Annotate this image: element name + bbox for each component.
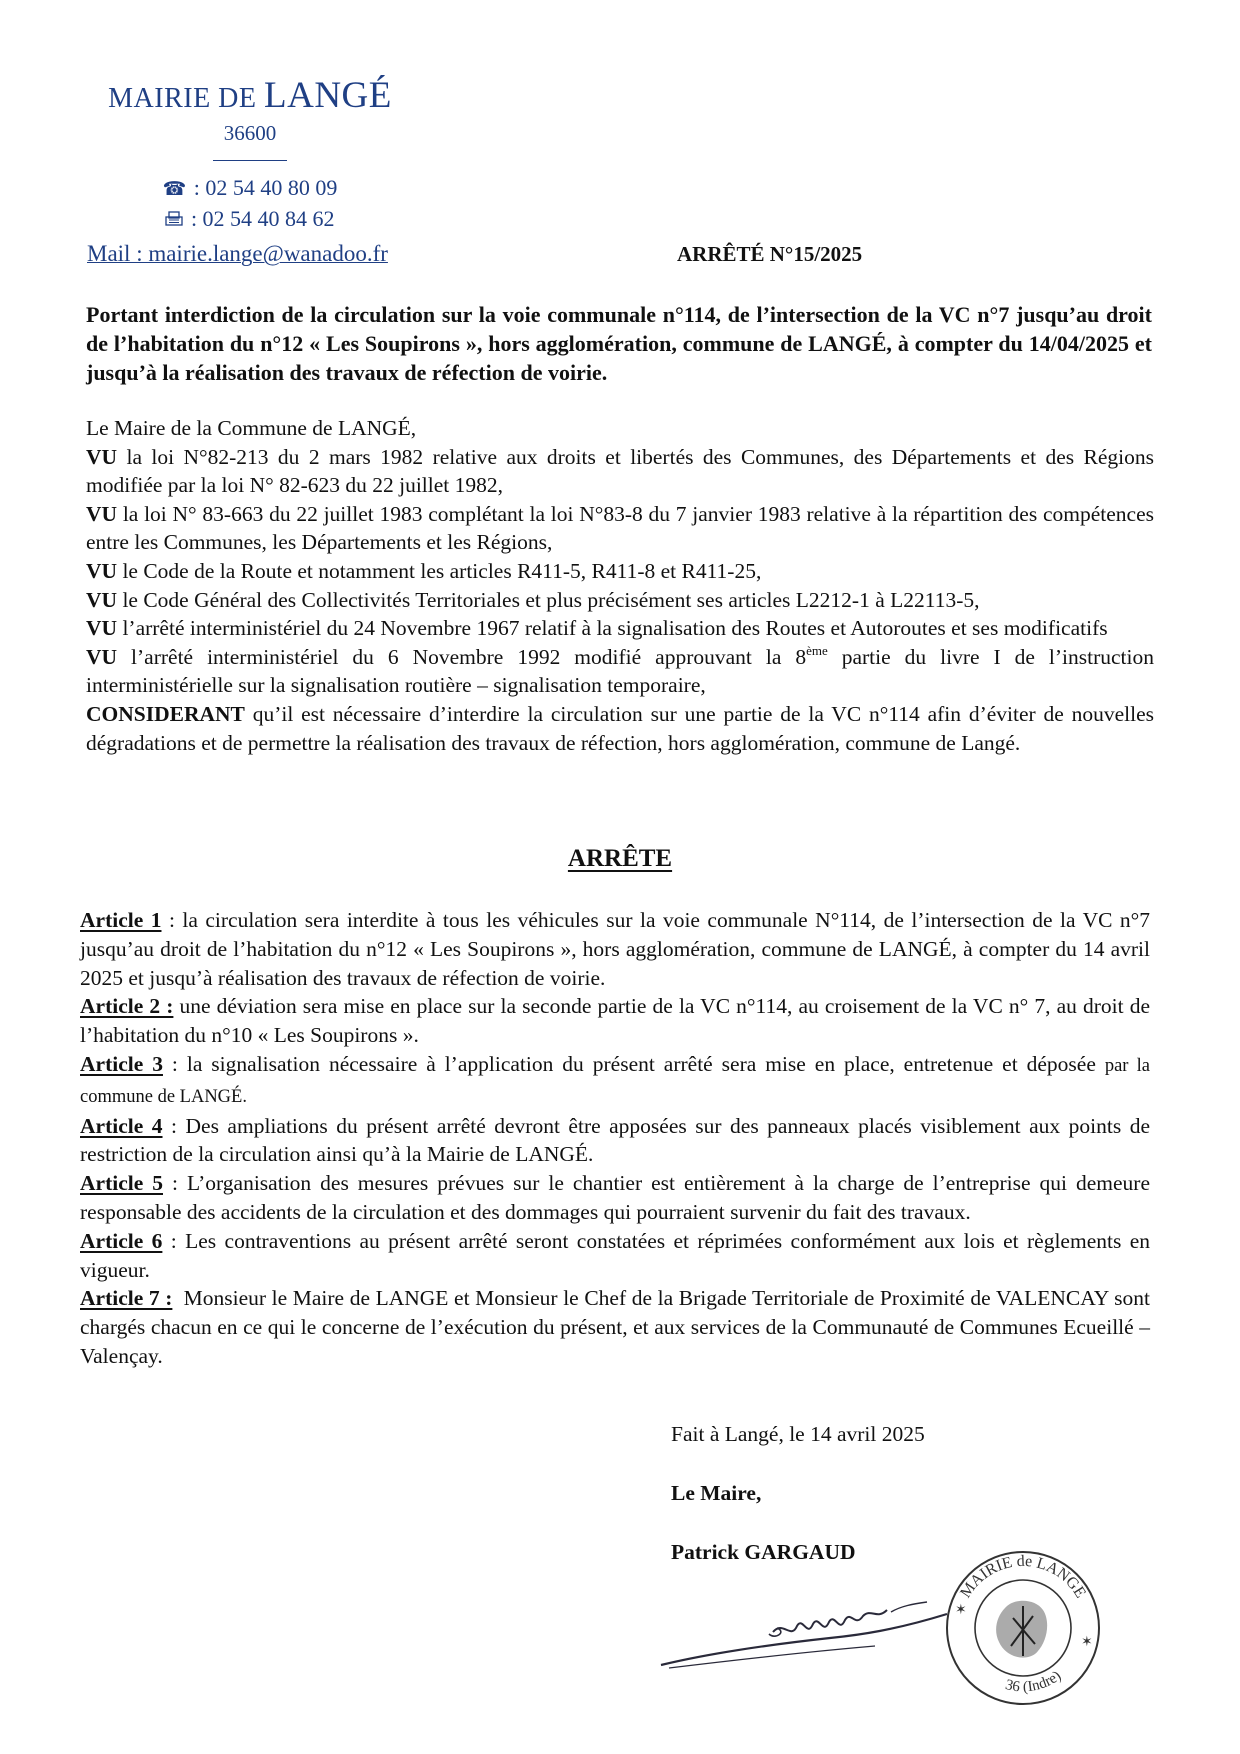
vu-item [86, 614, 1154, 643]
article-text: Des ampliations du présent arrêté devront être apposées sur des panneaux placés visiblement aux points de restriction de la circulation ainsi qu’à la Mairie de LANGÉ. [80, 1113, 1150, 1167]
preamble [86, 414, 1154, 757]
svg-text:36 (Indre): 36 (Indre) [1003, 1668, 1065, 1696]
vu-label: VU [86, 644, 118, 669]
vu-text: partie du livre I de l’instruction interministérielle sur la signalisation routière – signalisation temporaire, [86, 644, 1154, 698]
considerant-item [86, 700, 1154, 757]
article-label: Article 2 : [80, 994, 174, 1019]
article-label: Article 5 [80, 1171, 163, 1196]
arrete-heading: ARRÊTE [567, 845, 673, 872]
fax-number: : 02 54 40 84 62 [185, 206, 335, 231]
article-text: la signalisation nécessaire à l’application du présent arrêté sera mise en place, entretenue et déposée [186, 1051, 1105, 1076]
letterhead-divider [213, 160, 287, 161]
article-label: Article 3 [80, 1051, 163, 1076]
phone-icon: ☎ [162, 179, 187, 200]
vu-text: la loi N°82-213 du 2 mars 1982 relative aux droits et libertés des Communes, des Départements et des Régions modifiée par la loi N° 82-623 du 22 juillet 1982, [86, 444, 1154, 498]
vu-text: la loi N° 83-663 du 22 juillet 1983 complétant la loi N°83-8 du 7 janvier 1983 relative à la répartition des compétences entre les Communes, les Départements et les Régions, [86, 501, 1154, 555]
article-text: la circulation sera interdite à tous les véhicules sur la voie communale N°114, de l’intersection de la VC n°7 jusqu’au droit de l’habitation du n°12 « Les Soupirons », hors agglomération, commune de LANGÉ, à compter du 14 avril 2025 et jusqu’à réalisation des travaux de réfection de voirie. [80, 908, 1151, 990]
considerant-label: CONSIDERANT [86, 701, 245, 726]
vu-label: VU [86, 558, 118, 583]
commune-name: LANGÉ [264, 75, 392, 116]
article-label: Article 7 : [80, 1286, 173, 1311]
article-7 [80, 1284, 1150, 1370]
mairie-name [60, 75, 440, 117]
vu-item [86, 500, 1154, 557]
handwritten-signature [655, 1580, 955, 1690]
subject-paragraph: Portant interdiction de la circulation sur la voie communale n°114, de l’intersection de la VC n°7 jusqu’au droit de l’habitation du n°12 « Les Soupirons », hors agglomération, commune de LANGÉ, à compter du 14/04/2025 et jusqu’à la réalisation des travaux de réfection de voirie. [86, 302, 1152, 385]
vu-text: l’arrêté interministériel du 6 Novembre 1992 modifié approuvant la 8 [117, 644, 807, 669]
article-text: L’organisation des mesures prévues sur le chantier est entièrement à la charge de l’entreprise qui demeure responsable des accidents de la circulation et des dommages qui pourraient survenir du fait des travaux. [80, 1171, 1150, 1224]
vu-item [86, 443, 1154, 500]
vu-text: le Code de la Route et notamment les articles R411-5, R411-8 et R411-25, [117, 558, 762, 583]
article-text: Les contraventions au présent arrêté seront constatées et réprimées conformément aux lois et règlements en vigueur. [80, 1228, 1150, 1282]
vu-text: l’arrêté interministériel du 24 Novembre 1967 relatif à la signalisation des Routes et Autoroutes et ses modificatifs [117, 616, 1108, 641]
svg-text:✶: ✶ [1081, 1635, 1093, 1650]
mail-link[interactable]: Mail : mairie.lange@wanadoo.fr [87, 241, 388, 266]
article-label: Article 6 [80, 1228, 163, 1253]
vu-label: VU [86, 501, 118, 526]
fax-icon [165, 206, 183, 235]
signatory-name: Patrick GARGAUD [671, 1540, 856, 1564]
svg-text:MAIRIE de LANGE: MAIRIE de LANGE [957, 1552, 1089, 1602]
vu-item [86, 557, 1154, 586]
svg-text:✶: ✶ [955, 1603, 967, 1618]
article-3: Article 3 : la signalisation nécessaire à l’application du présent arrêté sera mise en place, entretenue et déposée par la commune de LANGÉ. [80, 1051, 1150, 1107]
article-6: Article 6 : Les contraventions au présent arrêté seront constatées et réprimées conformément aux lois et règlements en vigueur. [80, 1228, 1150, 1282]
article-2 [80, 992, 1150, 1050]
place-date: Fait à Langé, le 14 avril 2025 [671, 1422, 925, 1446]
vu-text: le Code Général des Collectivités Territoriales et plus précisément ses articles L2212-1 à L22113-5, [117, 587, 980, 612]
mairie-prefix: MAIRIE DE [108, 83, 257, 114]
article-1: Article 1 : la circulation sera interdite à tous les véhicules sur la voie communale N°114, de l’intersection de la VC n°7 jusqu’au droit de l’habitation du n°12 « Les Soupirons », hors agglomération, commune de LANGÉ, à compter du 14 avril 2025 et jusqu’à réalisation des travaux de réfection de voirie. [80, 908, 1151, 990]
phone-number: : 02 54 40 80 09 [188, 175, 338, 200]
preamble-intro: Le Maire de la Commune de LANGÉ, [86, 416, 417, 440]
article-label: Article 1 [80, 908, 162, 932]
vu-label: VU [86, 444, 118, 469]
fax-line [60, 204, 440, 235]
vu-label: VU [86, 616, 118, 641]
signatory-title: Le Maire, [671, 1481, 762, 1505]
postal-code: 36600 [223, 121, 277, 145]
vu-item [86, 586, 1154, 615]
article-label: Article 4 [80, 1113, 163, 1138]
arrete-number: ARRÊTÉ N°15/2025 [677, 242, 863, 266]
article-5: Article 5 : L’organisation des mesures prévues sur le chantier est entièrement à la charge de l’entreprise qui demeure responsable des accidents de la circulation et des dommages qui pourraient survenir du fait des travaux. [80, 1171, 1150, 1224]
considerant-text: qu’il est nécessaire d’interdire la circulation sur une partie de la VC n°114 afin d’éviter de nouvelles dégradations et de permettre la réalisation des travaux de réfection, hors agglomération, commune de Langé. [86, 701, 1154, 755]
mairie-stamp [943, 1548, 1103, 1708]
article-text-small: par la commune de LANGÉ. [80, 1055, 1150, 1107]
articles [80, 906, 1150, 1371]
vu-label: VU [86, 587, 118, 612]
phone-line [60, 173, 440, 204]
article-4: Article 4 : Des ampliations du présent arrêté devront être apposées sur des panneaux placés visiblement aux points de restriction de la circulation ainsi qu’à la Mairie de LANGÉ. [80, 1113, 1150, 1167]
article-text: une déviation sera mise en place sur la seconde partie de la VC n°114, au croisement de la VC n° 7, au droit de l’habitation du n°10 « Les Soupirons ». [80, 994, 1151, 1048]
letterhead [60, 75, 440, 235]
ordinal-suffix: ème [806, 642, 828, 658]
article-text: Monsieur le Maire de LANGE et Monsieur le Chef de la Brigade Territoriale de Proximité de VALENCAY sont chargés chacun en ce qui le concerne de l’exécution du présent, et aux services de la Communauté de Communes Ecueillé – Valençay. [80, 1286, 1150, 1368]
vu-item [86, 643, 1154, 700]
